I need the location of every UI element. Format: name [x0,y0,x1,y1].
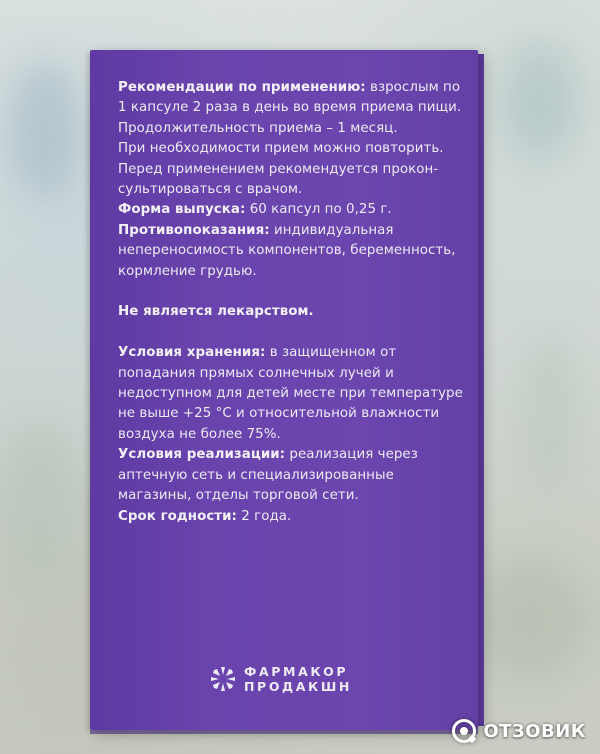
box-bottom-edge [90,730,478,734]
not-medicine-label: Не является лекарством. [118,304,314,320]
contraindications-line: Противопоказания: индивидуальная [118,222,394,238]
storage-line: попадания прямых солнечных лучей и [118,365,394,381]
shelf-life-line: Срок годности: 2 года. [118,508,292,524]
storage-line: не выше +25 °С и относительной влажности [118,406,440,422]
package-text [118,78,463,527]
usage-label: Рекомендации по применению: [118,80,366,95]
sale-conditions-label: Условия реализации: [118,447,286,463]
storage-line: Условия хранения: в защищенном от [118,345,397,361]
sale-conditions-line: Условия реализации: реализация через [118,447,418,463]
otzovik-watermark [451,718,586,744]
background-blur [500,40,580,160]
background-blur [470,560,590,680]
otzovik-logo-icon [451,718,477,744]
contraindications-line: непереносимость компонентов, беременность, [118,243,456,259]
usage-line: Продолжительность приема – 1 месяц. [118,120,398,136]
background-blur [0,420,80,580]
brand-logo [210,664,352,694]
usage-line: сультироваться с врачом. [118,182,303,198]
usage-line: Перед применением рекомендуется прокон- [118,161,439,177]
background-blur [520,330,580,490]
background-blur [10,60,80,200]
storage-line: недоступном для детей месте при температуре [118,386,463,402]
storage-line: воздуха не более 75%. [118,426,281,442]
usage-line: Рекомендации по применению: взрослым по [118,80,461,95]
form-label: Форма выпуска: [118,202,246,218]
not-medicine-line [118,302,458,322]
brand-name [244,664,352,694]
box-side-edge [478,54,484,726]
usage-line: При необходимости прием можно повторить. [118,141,444,157]
contraindications-line: кормление грудью. [118,263,257,279]
contraindications-label: Противопоказания: [118,222,270,238]
sale-conditions-line: аптечную сеть и специализированные [118,467,394,483]
product-box-side [90,50,478,730]
brand-name-line-2: ПРОДАКШН [244,679,352,694]
watermark-text: ОТЗОВИК [483,720,586,742]
shelf-life-label: Срок годности: [118,508,237,524]
usage-line: 1 капсуле 2 раза в день во время приема пищи. [118,100,462,116]
brand-name-line-1: ФАРМАКОР [244,664,349,679]
pharmacor-cross-logo-icon [210,666,236,692]
form-line: Форма выпуска: 60 капсул по 0,25 г. [118,202,392,218]
spacer [118,282,458,302]
storage-label: Условия хранения: [118,345,266,361]
spacer [118,323,458,343]
sale-conditions-line: магазины, отделы торговой сети. [118,488,359,504]
